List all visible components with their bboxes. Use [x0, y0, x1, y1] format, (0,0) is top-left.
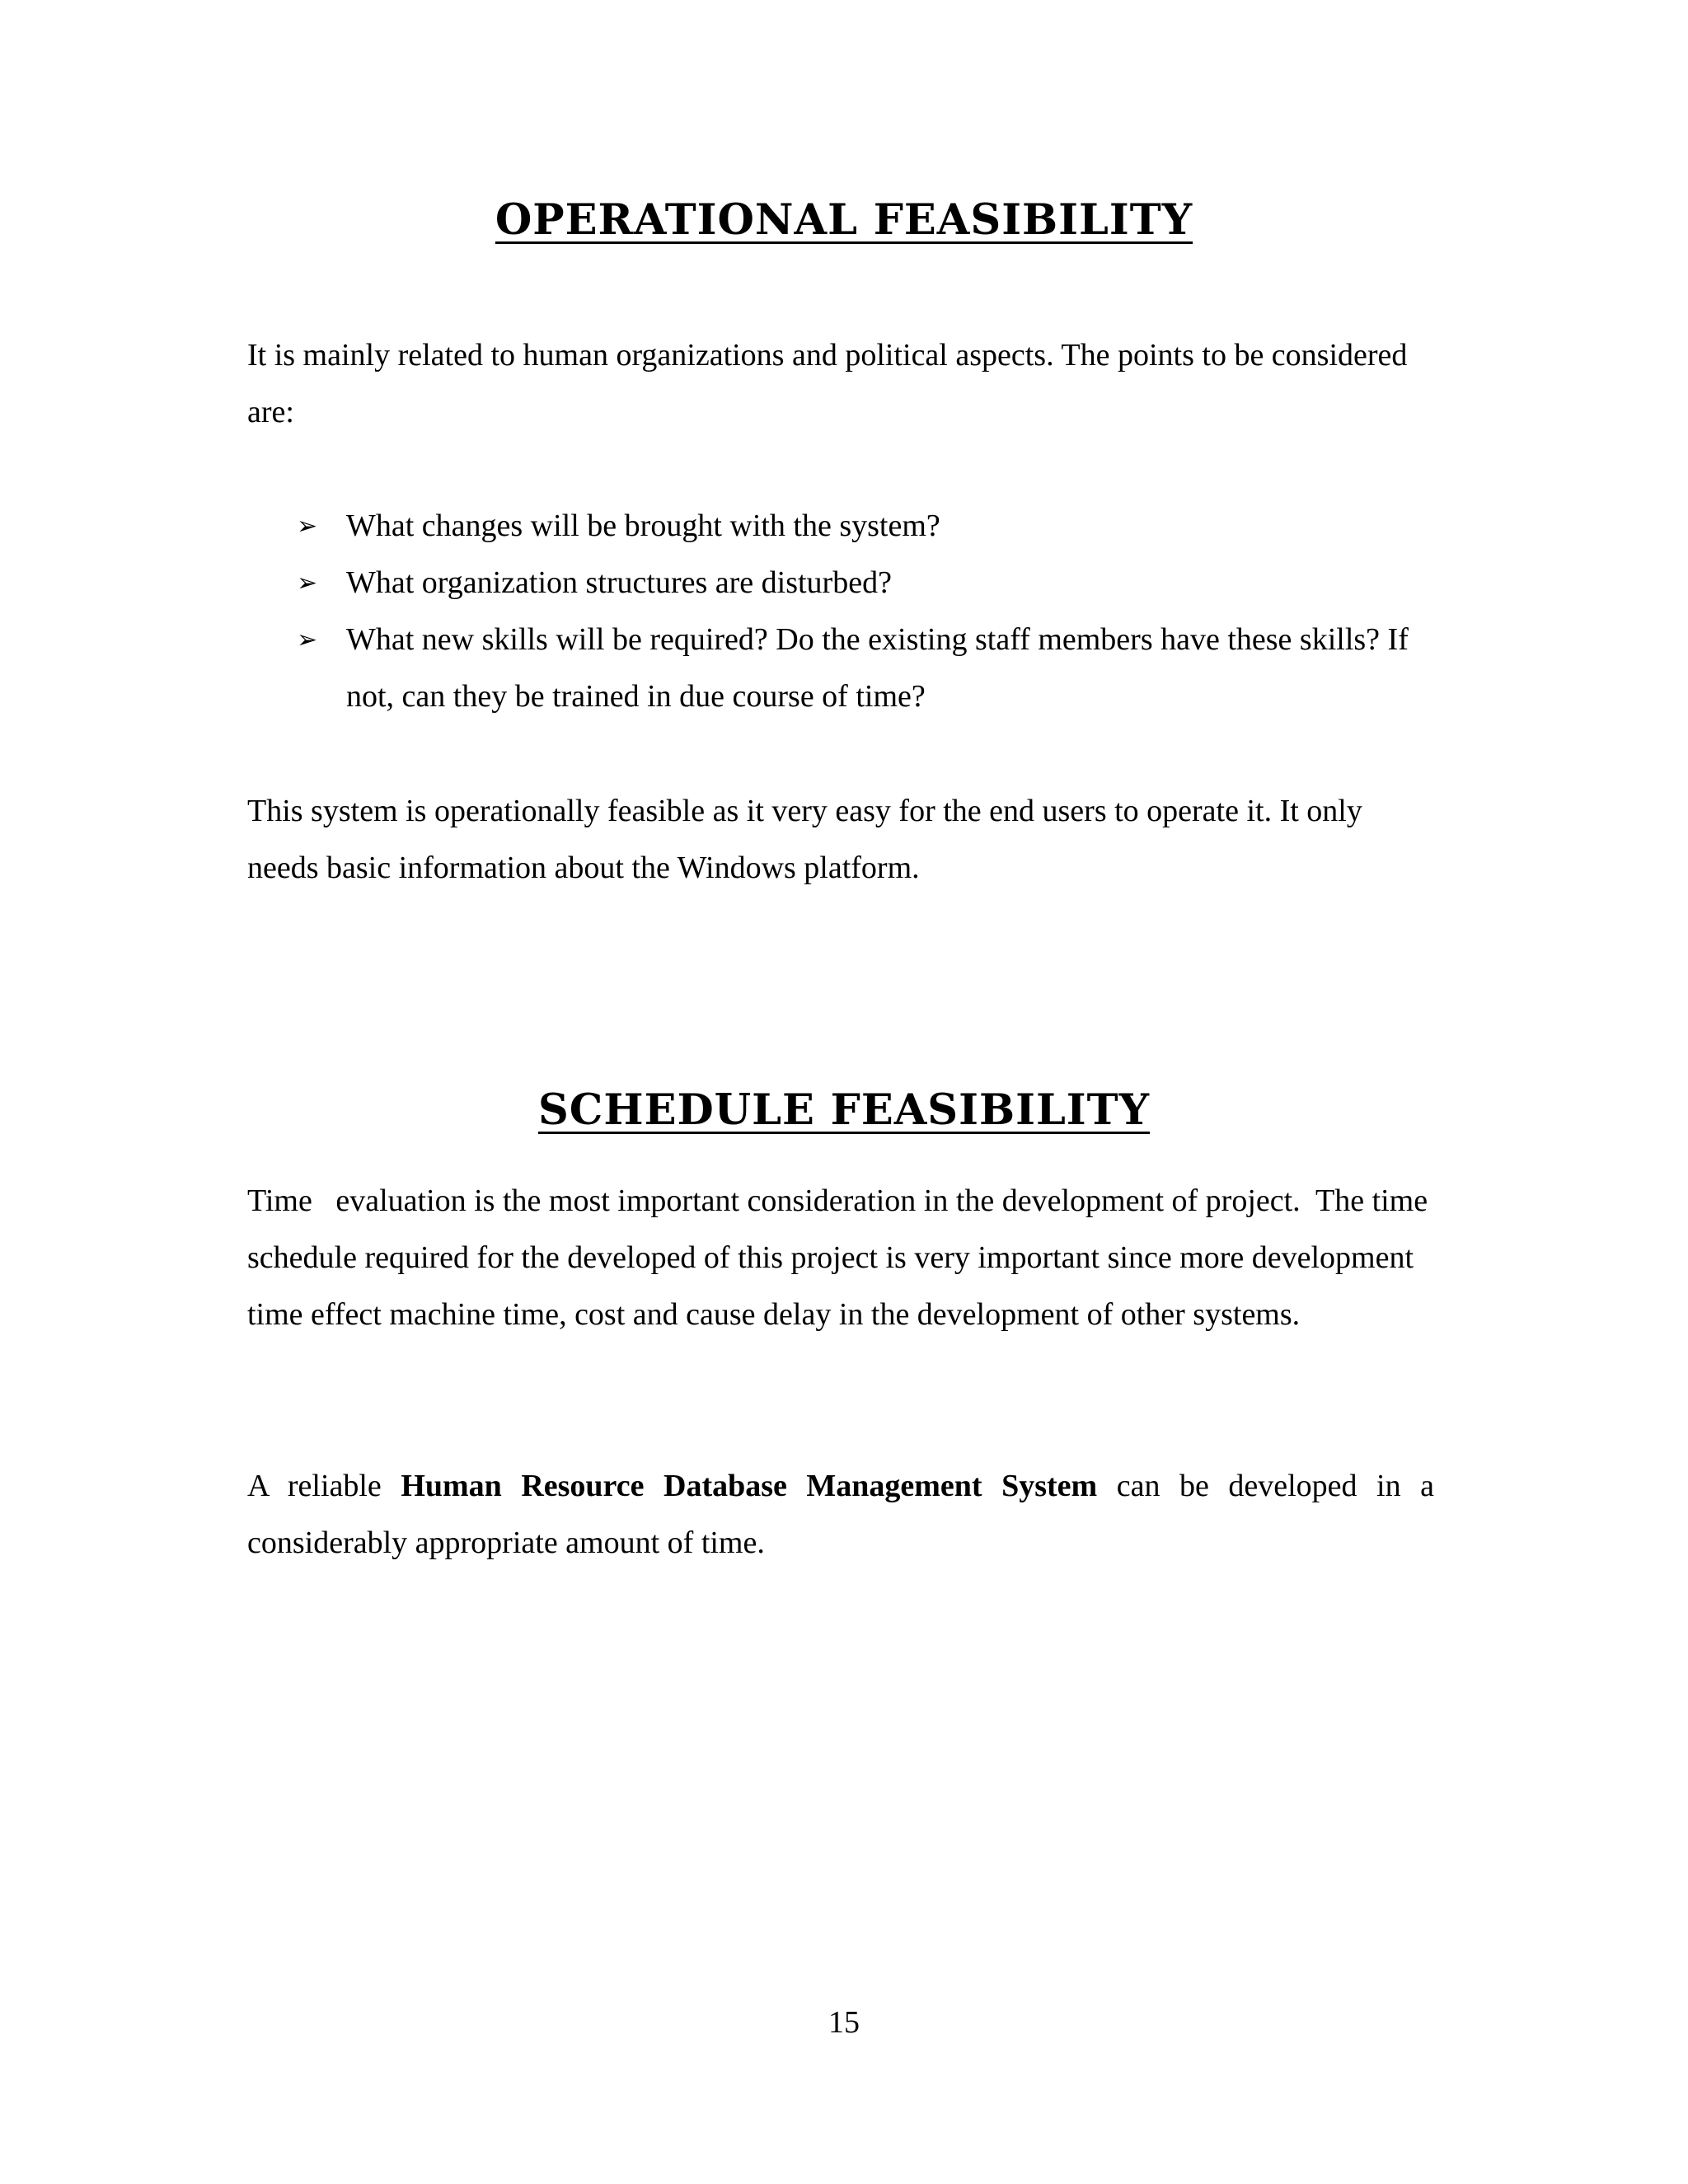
list-item-text: What organization structures are disturbed?	[346, 565, 892, 600]
schedule-reliable-paragraph: A reliable Human Resource Database Management System can be developed in a considerably appropriate amount of time.	[247, 1469, 1434, 1560]
page-number: 15	[828, 2005, 860, 2040]
operational-feasibility-heading: OPERATIONAL FEASIBILITY	[495, 195, 1193, 245]
list-item	[297, 555, 1451, 612]
schedule-feasibility-heading: SCHEDULE FEASIBILITY	[537, 1085, 1151, 1135]
list-item-text: What new skills will be required? Do the existing staff members have these skills? If not, can they be trained in due course of time?	[346, 622, 1409, 714]
list-item	[297, 498, 1451, 555]
operational-conclusion-paragraph: This system is operationally feasible as it very easy for the end users to operate it. It only needs basic information about the Windows platform.	[247, 794, 1362, 885]
arrowhead-bullet-icon: ➢	[297, 626, 318, 654]
schedule-paragraph: Time evaluation is the most important consideration in the development of project. The time schedule required for the developed of this project is very important since more development time effect machine time, cost and cause delay in the development of other systems.	[247, 1183, 1436, 1332]
arrowhead-bullet-icon: ➢	[297, 512, 318, 541]
system-name: Human Resource Database Management System	[401, 1469, 1098, 1503]
list-item	[297, 612, 1451, 725]
arrowhead-bullet-icon: ➢	[297, 569, 318, 598]
list-item-text: What changes will be brought with the system?	[346, 509, 940, 543]
operational-points-list	[297, 498, 1451, 725]
operational-intro-paragraph: It is mainly related to human organizations and political aspects. The points to be considered are:	[247, 338, 1408, 429]
